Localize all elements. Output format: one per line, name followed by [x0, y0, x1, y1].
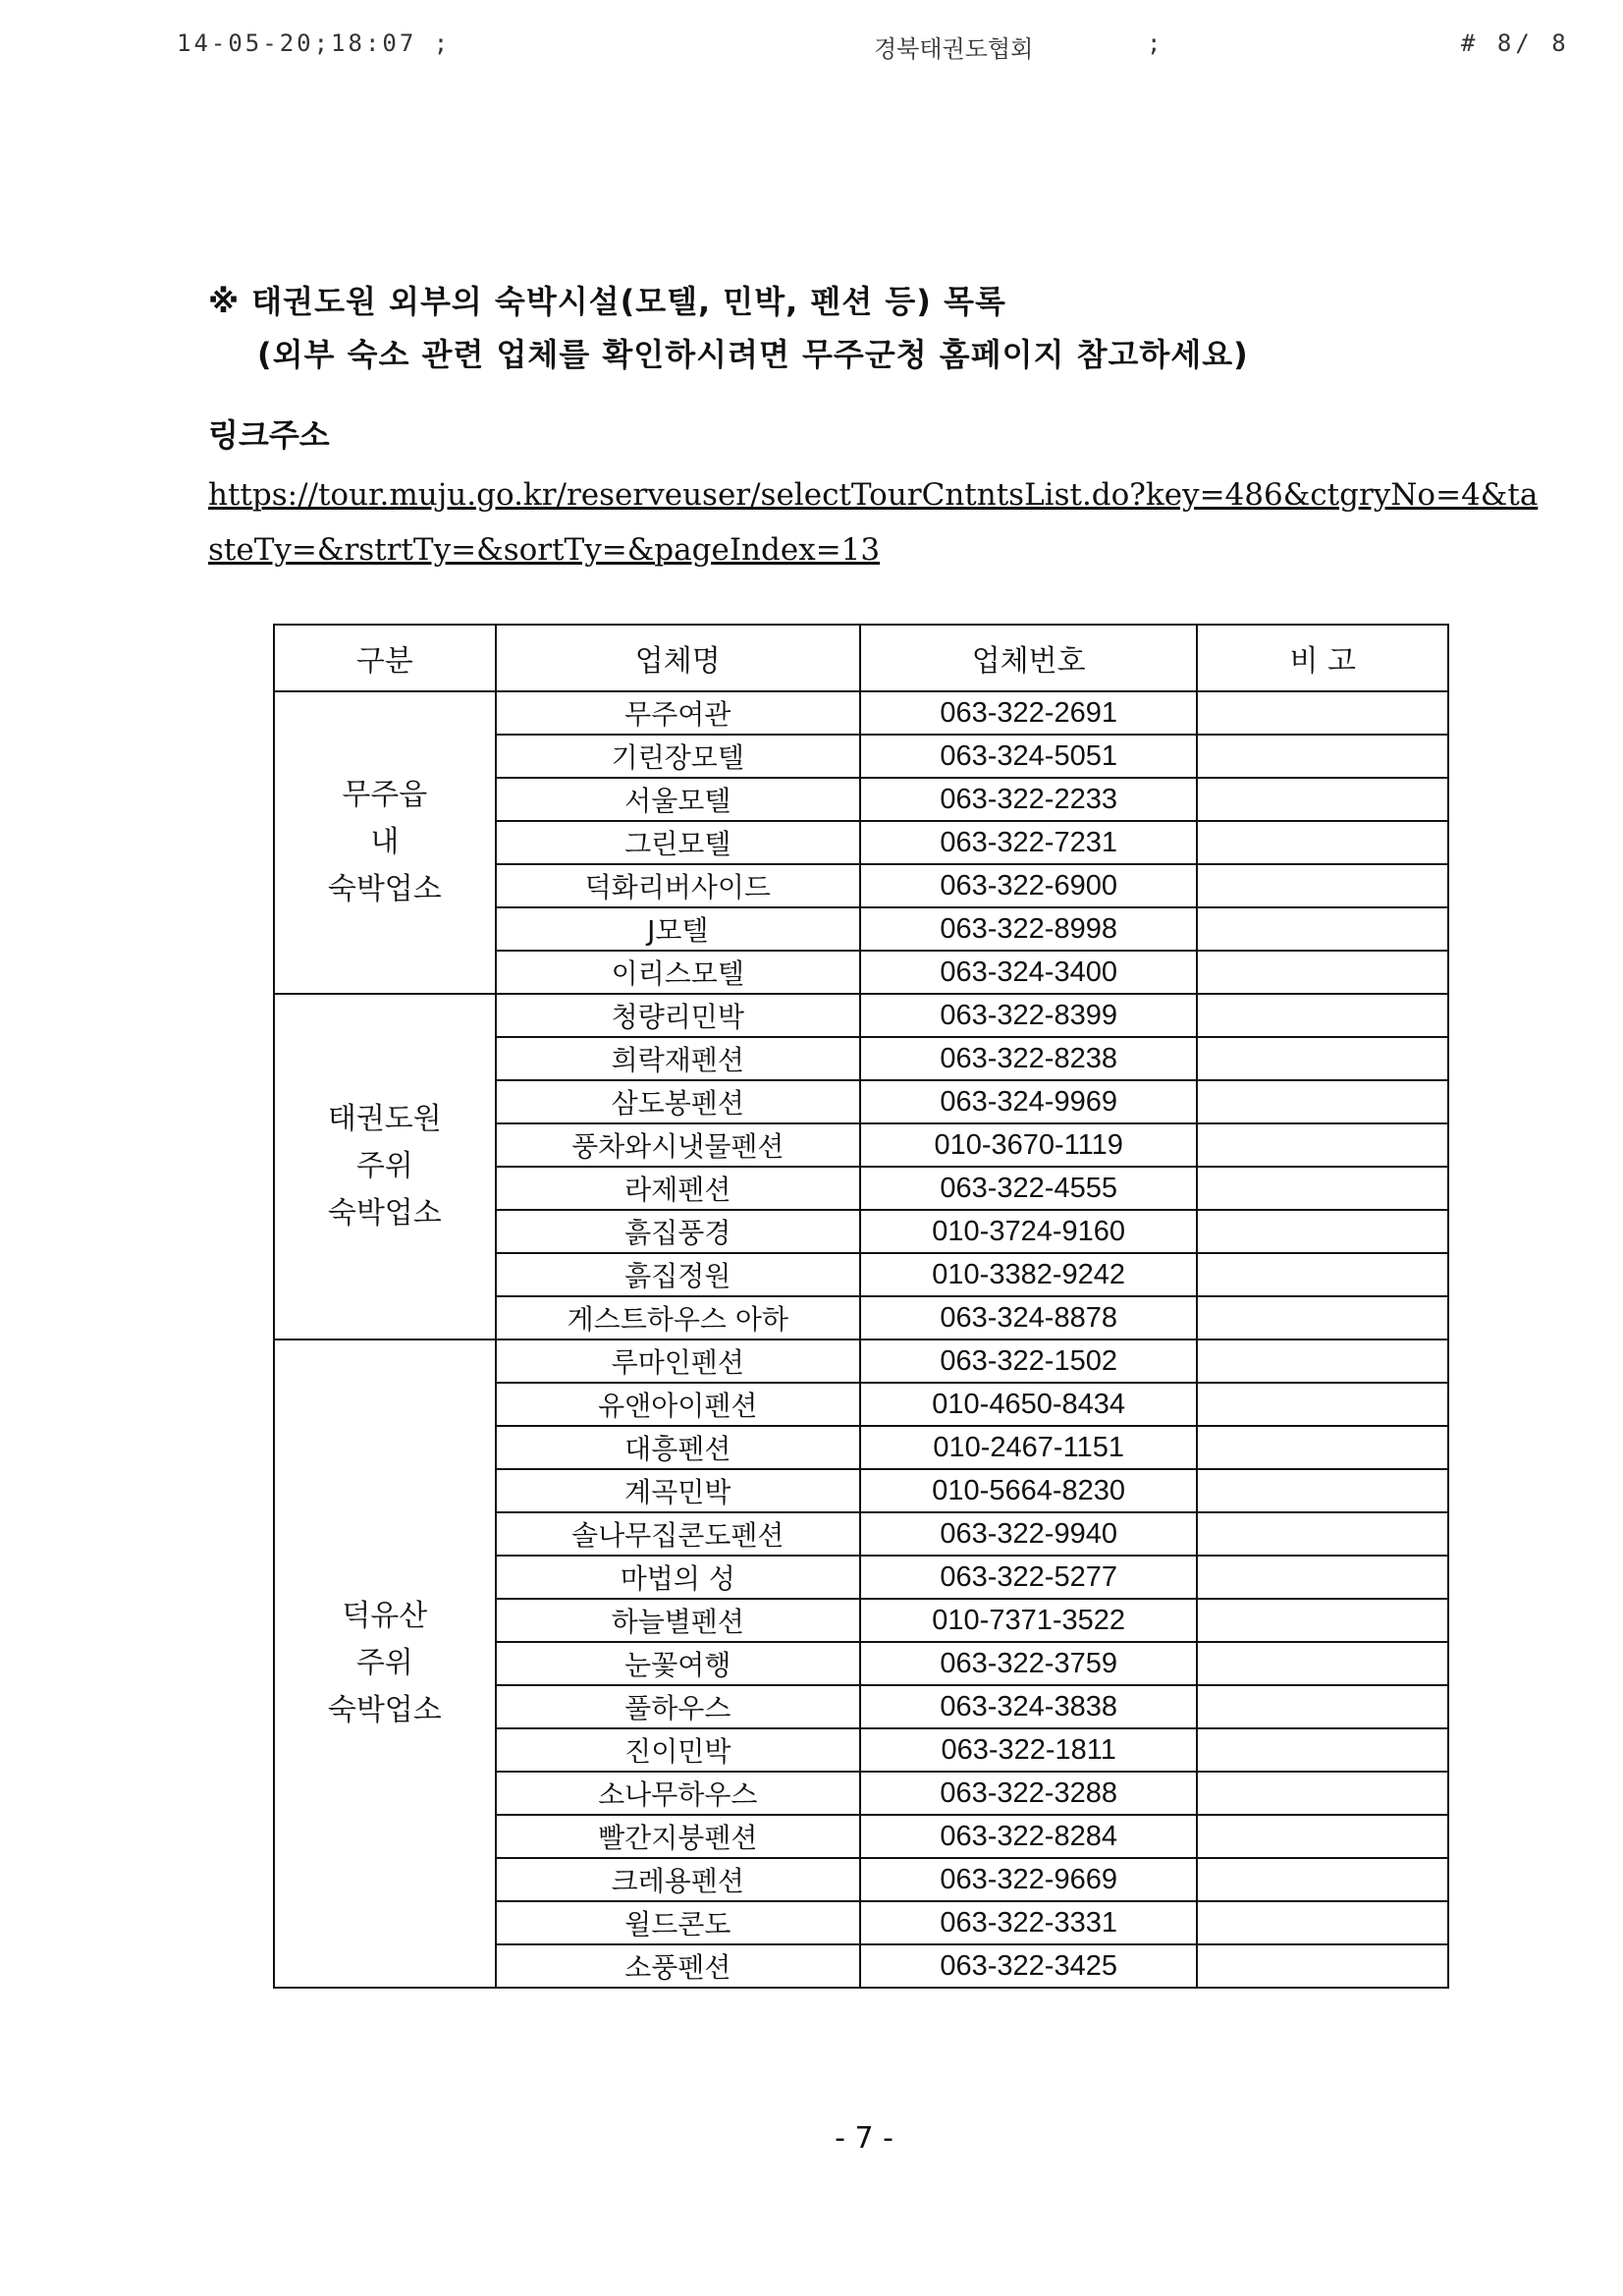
header-phone: 업체번호 — [860, 625, 1197, 691]
business-name-cell: 계곡민박 — [496, 1469, 860, 1512]
category-cell — [274, 1339, 496, 1988]
phone-cell: 063-322-9940 — [860, 1512, 1197, 1556]
phone-cell: 063-322-4555 — [860, 1167, 1197, 1210]
business-name-cell: 라제펜션 — [496, 1167, 860, 1210]
link-url-line-1[interactable]: https://tour.muju.go.kr/reserveuser/selectTourCntntsList.do?key=486&ctgryNo=4&ta — [208, 477, 1539, 513]
table-header-row — [274, 625, 1448, 691]
phone-cell: 010-3670-1119 — [860, 1123, 1197, 1167]
note-cell — [1197, 1901, 1448, 1944]
category-line: 태권도원 — [327, 1102, 442, 1136]
note-cell — [1197, 1080, 1448, 1123]
phone-cell: 063-322-3288 — [860, 1772, 1197, 1815]
business-name-cell: 루마인펜션 — [496, 1339, 860, 1383]
phone-cell: 063-322-3759 — [860, 1642, 1197, 1685]
business-name-cell: 무주여관 — [496, 691, 860, 735]
table-row — [274, 691, 1448, 735]
category-cell — [274, 691, 496, 994]
note-cell — [1197, 1858, 1448, 1901]
phone-cell: 063-322-1811 — [860, 1728, 1197, 1772]
note-cell — [1197, 1296, 1448, 1339]
table-body — [274, 691, 1448, 1988]
note-cell — [1197, 1728, 1448, 1772]
link-label: 링크주소 — [208, 416, 330, 454]
note-cell — [1197, 951, 1448, 994]
note-cell — [1197, 1815, 1448, 1858]
phone-cell: 063-322-2691 — [860, 691, 1197, 735]
note-cell — [1197, 994, 1448, 1037]
header-business-name: 업체명 — [496, 625, 860, 691]
table-row — [274, 1339, 1448, 1383]
phone-cell: 063-324-3838 — [860, 1685, 1197, 1728]
note-cell — [1197, 1512, 1448, 1556]
category-cell — [274, 994, 496, 1339]
document-title: ※ 태권도원 외부의 숙박시설(모텔, 민박, 펜션 등) 목록 — [208, 283, 1006, 320]
category-line: 주위 — [355, 1646, 413, 1680]
category-line: 내 — [370, 825, 400, 859]
fax-page-count: # 8/ 8 — [1461, 29, 1570, 57]
phone-cell: 063-322-7231 — [860, 821, 1197, 864]
business-name-cell: 게스트하우스 아하 — [496, 1296, 860, 1339]
business-name-cell: 이리스모텔 — [496, 951, 860, 994]
phone-cell: 010-3382-9242 — [860, 1253, 1197, 1296]
note-cell — [1197, 1642, 1448, 1685]
business-name-cell: 흙집풍경 — [496, 1210, 860, 1253]
note-cell — [1197, 1556, 1448, 1599]
phone-cell: 063-322-8399 — [860, 994, 1197, 1037]
note-cell — [1197, 691, 1448, 735]
category-line: 숙박업소 — [327, 872, 442, 906]
phone-cell: 063-322-9669 — [860, 1858, 1197, 1901]
phone-cell: 010-3724-9160 — [860, 1210, 1197, 1253]
business-name-cell: 덕화리버사이드 — [496, 864, 860, 907]
fax-sender: 경북태권도협회 — [874, 35, 1034, 63]
note-cell — [1197, 1469, 1448, 1512]
category-line: 무주읍 — [342, 778, 428, 812]
note-cell — [1197, 1210, 1448, 1253]
note-cell — [1197, 1037, 1448, 1080]
business-name-cell: 솔나무집콘도펜션 — [496, 1512, 860, 1556]
note-cell — [1197, 1426, 1448, 1469]
business-name-cell: 진이민박 — [496, 1728, 860, 1772]
page-number: - 7 - — [835, 2121, 893, 2156]
note-cell — [1197, 1167, 1448, 1210]
business-name-cell: 윌드콘도 — [496, 1901, 860, 1944]
phone-cell: 063-322-8238 — [860, 1037, 1197, 1080]
phone-cell: 063-322-8284 — [860, 1815, 1197, 1858]
fax-timestamp: 14-05-20;18:07 ; — [177, 29, 452, 57]
note-cell — [1197, 1685, 1448, 1728]
note-cell — [1197, 1599, 1448, 1642]
business-name-cell: 흙집정원 — [496, 1253, 860, 1296]
business-name-cell: 청량리민박 — [496, 994, 860, 1037]
note-cell — [1197, 1339, 1448, 1383]
phone-cell: 063-322-6900 — [860, 864, 1197, 907]
business-name-cell: 희락재펜션 — [496, 1037, 860, 1080]
business-name-cell: 눈꽃여행 — [496, 1642, 860, 1685]
business-name-cell: 빨간지붕펜션 — [496, 1815, 860, 1858]
business-name-cell: 마법의 성 — [496, 1556, 860, 1599]
phone-cell: 063-322-3425 — [860, 1944, 1197, 1988]
business-name-cell: 서울모텔 — [496, 778, 860, 821]
category-line: 숙박업소 — [327, 1693, 442, 1727]
category-line: 숙박업소 — [327, 1196, 442, 1230]
phone-cell: 010-2467-1151 — [860, 1426, 1197, 1469]
table-row — [274, 994, 1448, 1037]
phone-cell: 063-322-3331 — [860, 1901, 1197, 1944]
note-cell — [1197, 821, 1448, 864]
document-subtitle: (외부 숙소 관련 업체를 확인하시려면 무주군청 홈페이지 참고하세요) — [257, 336, 1249, 373]
business-name-cell: J모텔 — [496, 907, 860, 951]
business-name-cell: 풀하우스 — [496, 1685, 860, 1728]
business-name-cell: 대흥펜션 — [496, 1426, 860, 1469]
business-name-cell: 소풍펜션 — [496, 1944, 860, 1988]
phone-cell: 010-4650-8434 — [860, 1383, 1197, 1426]
phone-cell: 063-322-1502 — [860, 1339, 1197, 1383]
note-cell — [1197, 1944, 1448, 1988]
phone-cell: 063-322-8998 — [860, 907, 1197, 951]
category-line: 덕유산 — [342, 1599, 428, 1633]
business-name-cell: 삼도봉펜션 — [496, 1080, 860, 1123]
business-name-cell: 유앤아이펜션 — [496, 1383, 860, 1426]
phone-cell: 063-324-3400 — [860, 951, 1197, 994]
note-cell — [1197, 1123, 1448, 1167]
business-name-cell: 하늘별펜션 — [496, 1599, 860, 1642]
note-cell — [1197, 735, 1448, 778]
header-category: 구분 — [274, 625, 496, 691]
note-cell — [1197, 1383, 1448, 1426]
phone-cell: 063-324-9969 — [860, 1080, 1197, 1123]
lodging-table — [273, 624, 1449, 1989]
note-cell — [1197, 778, 1448, 821]
business-name-cell: 풍차와시냇물펜션 — [496, 1123, 860, 1167]
header-note: 비 고 — [1197, 625, 1448, 691]
business-name-cell: 크레용펜션 — [496, 1858, 860, 1901]
business-name-cell: 기린장모텔 — [496, 735, 860, 778]
phone-cell: 063-322-2233 — [860, 778, 1197, 821]
fax-separator: ; — [1147, 29, 1162, 57]
phone-cell: 010-5664-8230 — [860, 1469, 1197, 1512]
fax-header — [0, 29, 1623, 69]
phone-cell: 063-322-5277 — [860, 1556, 1197, 1599]
note-cell — [1197, 1772, 1448, 1815]
note-cell — [1197, 1253, 1448, 1296]
business-name-cell: 그린모텔 — [496, 821, 860, 864]
link-url-line-2[interactable]: steTy=&rstrtTy=&sortTy=&pageIndex=13 — [208, 532, 881, 568]
note-cell — [1197, 907, 1448, 951]
phone-cell: 063-324-8878 — [860, 1296, 1197, 1339]
category-line: 주위 — [355, 1149, 413, 1183]
phone-cell: 010-7371-3522 — [860, 1599, 1197, 1642]
business-name-cell: 소나무하우스 — [496, 1772, 860, 1815]
note-cell — [1197, 864, 1448, 907]
phone-cell: 063-324-5051 — [860, 735, 1197, 778]
